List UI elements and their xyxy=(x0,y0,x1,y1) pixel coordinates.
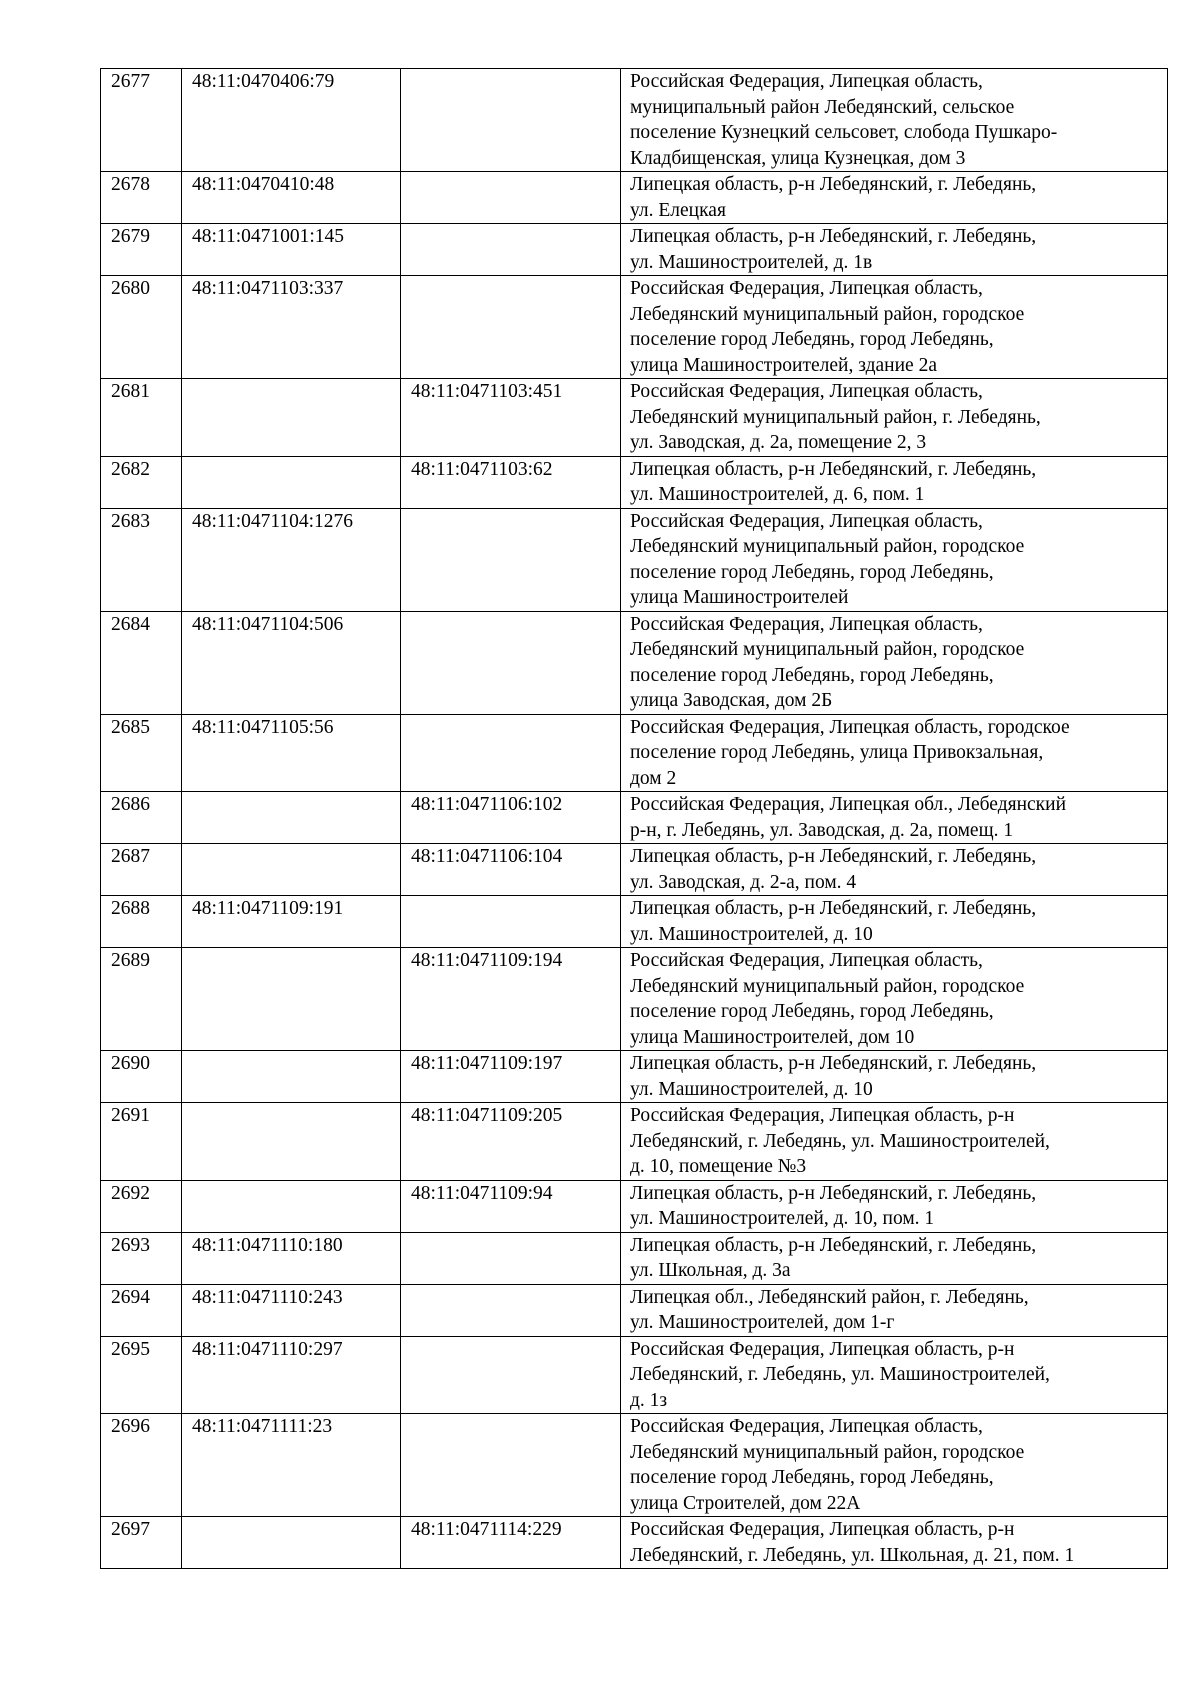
row-number-cell: 2677 xyxy=(101,69,182,172)
premises-cadastral-number-cell xyxy=(401,1284,621,1336)
address-line: ул. Заводская, д. 2а, помещение 2, 3 xyxy=(630,432,927,453)
cadastral-number-cell: 48:11:0471104:1276 xyxy=(182,508,401,611)
table-row xyxy=(101,714,1168,792)
address-cell xyxy=(621,714,1168,792)
address-line: Кладбищенская, улица Кузнецкая, дом 3 xyxy=(630,147,966,169)
table-row xyxy=(101,1051,1168,1103)
address-cell xyxy=(621,1051,1168,1103)
premises-cadastral-number-cell: 48:11:0471103:451 xyxy=(401,379,621,457)
cadastral-number-cell: 48:11:0471111:23 xyxy=(182,1414,401,1517)
address-line: поселение город Лебедянь, улица Привокзальная, xyxy=(630,742,1044,763)
cadastral-number-cell: 48:11:0471104:506 xyxy=(182,611,401,714)
address-line: Российская Федерация, Липецкая область, xyxy=(630,71,983,92)
table-row xyxy=(101,276,1168,379)
cadastral-number-cell xyxy=(182,1103,401,1181)
row-number-cell: 2685 xyxy=(101,714,182,792)
address-cell xyxy=(621,1336,1168,1414)
cadastral-number-cell: 48:11:0471110:180 xyxy=(182,1232,401,1284)
address-line: ул. Машиностроителей, д. 1в xyxy=(630,251,873,273)
address-line: Российская Федерация, Липецкая область, р-н xyxy=(630,1105,1015,1126)
cadastral-number-cell xyxy=(182,379,401,457)
premises-cadastral-number-cell xyxy=(401,69,621,172)
address-line: Липецкая область, р-н Лебедянский, г. Лебедянь, xyxy=(630,1234,1037,1256)
address-line: Липецкая область, р-н Лебедянский, г. Лебедянь, xyxy=(630,1182,1037,1204)
cadastral-number-cell xyxy=(182,1051,401,1103)
table-row xyxy=(101,69,1168,172)
row-number-cell: 2680 xyxy=(101,276,182,379)
address-line: улица Машиностроителей xyxy=(630,587,849,608)
row-number-cell: 2681 xyxy=(101,379,182,457)
address-cell xyxy=(621,69,1168,172)
address-line: д. 10, помещение №3 xyxy=(630,1156,807,1177)
address-cell xyxy=(621,896,1168,948)
row-number-cell: 2689 xyxy=(101,948,182,1051)
row-number-cell: 2697 xyxy=(101,1517,182,1569)
row-number-cell: 2684 xyxy=(101,611,182,714)
row-number-cell: 2682 xyxy=(101,456,182,508)
table-row xyxy=(101,456,1168,508)
address-line: Лебедянский, г. Лебедянь, ул. Машиностроителей, xyxy=(630,1364,1050,1385)
address-cell xyxy=(621,1414,1168,1517)
row-number-cell: 2678 xyxy=(101,172,182,224)
address-line: ул. Машиностроителей, д. 6, пом. 1 xyxy=(630,484,925,505)
address-line: поселение город Лебедянь, город Лебедянь, xyxy=(630,329,994,350)
premises-cadastral-number-cell xyxy=(401,1336,621,1414)
address-line: Липецкая область, р-н Лебедянский, г. Лебедянь, xyxy=(630,458,1037,480)
address-line: ул. Школьная, д. 3а xyxy=(630,1260,791,1281)
address-line: Липецкая область, р-н Лебедянский, г. Лебедянь, xyxy=(630,898,1037,919)
premises-cadastral-number-cell xyxy=(401,714,621,792)
address-line: Липецкая область, р-н Лебедянский, г. Лебедянь, xyxy=(630,1053,1037,1074)
address-line: муниципальный район Лебедянский, сельское xyxy=(630,96,1015,118)
address-cell xyxy=(621,1103,1168,1181)
cadastral-number-cell: 48:11:0471110:243 xyxy=(182,1284,401,1336)
address-line: ул. Заводская, д. 2-а, пом. 4 xyxy=(630,871,857,893)
address-cell xyxy=(621,276,1168,379)
table-row xyxy=(101,1414,1168,1517)
premises-cadastral-number-cell xyxy=(401,1414,621,1517)
row-number-cell: 2690 xyxy=(101,1051,182,1103)
address-line: Лебедянский муниципальный район, городское xyxy=(630,1441,1025,1463)
premises-cadastral-number-cell xyxy=(401,896,621,948)
row-number-cell: 2692 xyxy=(101,1180,182,1232)
premises-cadastral-number-cell: 48:11:0471103:62 xyxy=(401,456,621,508)
cadastral-number-cell xyxy=(182,456,401,508)
row-number-cell: 2683 xyxy=(101,508,182,611)
table-row xyxy=(101,379,1168,457)
address-cell xyxy=(621,948,1168,1051)
address-line: Лебедянский муниципальный район, городское xyxy=(630,975,1025,997)
premises-cadastral-number-cell: 48:11:0471114:229 xyxy=(401,1517,621,1569)
cadastral-number-cell: 48:11:0470406:79 xyxy=(182,69,401,172)
cadastral-number-cell: 48:11:0471105:56 xyxy=(182,714,401,792)
address-line: улица Заводская, дом 2Б xyxy=(630,690,833,711)
address-line: Российская Федерация, Липецкая область, городское xyxy=(630,716,1070,738)
premises-cadastral-number-cell xyxy=(401,508,621,611)
table-row xyxy=(101,1180,1168,1232)
premises-cadastral-number-cell xyxy=(401,224,621,276)
cadastral-number-cell xyxy=(182,792,401,844)
premises-cadastral-number-cell xyxy=(401,172,621,224)
table-row xyxy=(101,1284,1168,1336)
address-line: Лебедянский муниципальный район, г. Лебедянь, xyxy=(630,406,1041,428)
address-line: Лебедянский, г. Лебедянь, ул. Школьная, д. 21, пом. 1 xyxy=(630,1544,1075,1566)
address-line: ул. Машиностроителей, д. 10 xyxy=(630,923,873,945)
row-number-cell: 2679 xyxy=(101,224,182,276)
table-row xyxy=(101,172,1168,224)
address-line: Лебедянский, г. Лебедянь, ул. Машиностроителей, xyxy=(630,1130,1050,1152)
address-line: ул. Машиностроителей, д. 10 xyxy=(630,1078,873,1100)
row-number-cell: 2688 xyxy=(101,896,182,948)
property-register-table xyxy=(100,68,1168,1569)
premises-cadastral-number-cell xyxy=(401,1232,621,1284)
table-row xyxy=(101,948,1168,1051)
address-cell xyxy=(621,611,1168,714)
cadastral-number-cell: 48:11:0471109:191 xyxy=(182,896,401,948)
address-line: Липецкая область, р-н Лебедянский, г. Лебедянь, xyxy=(630,226,1037,247)
table-row xyxy=(101,1517,1168,1569)
cadastral-number-cell xyxy=(182,1517,401,1569)
address-line: улица Строителей, дом 22А xyxy=(630,1492,861,1514)
premises-cadastral-number-cell xyxy=(401,276,621,379)
address-cell xyxy=(621,172,1168,224)
address-line: дом 2 xyxy=(630,767,677,789)
address-cell xyxy=(621,1232,1168,1284)
premises-cadastral-number-cell: 48:11:0471109:205 xyxy=(401,1103,621,1181)
address-line: поселение город Лебедянь, город Лебедянь, xyxy=(630,1001,994,1022)
table-row xyxy=(101,1232,1168,1284)
row-number-cell: 2694 xyxy=(101,1284,182,1336)
address-line: Российская Федерация, Липецкая обл., Лебедянский xyxy=(630,794,1067,815)
address-line: Российская Федерация, Липецкая область, xyxy=(630,1416,983,1437)
address-line: Лебедянский муниципальный район, городское xyxy=(630,639,1025,660)
address-cell xyxy=(621,224,1168,276)
table-row xyxy=(101,224,1168,276)
premises-cadastral-number-cell: 48:11:0471109:197 xyxy=(401,1051,621,1103)
premises-cadastral-number-cell: 48:11:0471109:194 xyxy=(401,948,621,1051)
premises-cadastral-number-cell: 48:11:0471106:104 xyxy=(401,844,621,896)
address-line: поселение Кузнецкий сельсовет, слобода Пушкаро- xyxy=(630,122,1058,143)
address-line: Лебедянский муниципальный район, городское xyxy=(630,303,1025,325)
address-line: ул. Машиностроителей, д. 10, пом. 1 xyxy=(630,1208,935,1229)
premises-cadastral-number-cell: 48:11:0471109:94 xyxy=(401,1180,621,1232)
premises-cadastral-number-cell xyxy=(401,611,621,714)
address-line: улица Машиностроителей, здание 2а xyxy=(630,354,937,376)
cadastral-number-cell: 48:11:0471103:337 xyxy=(182,276,401,379)
address-cell xyxy=(621,1284,1168,1336)
table-row xyxy=(101,508,1168,611)
cadastral-number-cell: 48:11:0471001:145 xyxy=(182,224,401,276)
table-row xyxy=(101,611,1168,714)
table-row xyxy=(101,896,1168,948)
address-line: д. 1з xyxy=(630,1389,668,1411)
row-number-cell: 2695 xyxy=(101,1336,182,1414)
row-number-cell: 2691 xyxy=(101,1103,182,1181)
table-row xyxy=(101,792,1168,844)
cadastral-number-cell xyxy=(182,1180,401,1232)
register-body xyxy=(101,69,1168,1569)
address-line: улица Машиностроителей, дом 10 xyxy=(630,1026,915,1048)
address-line: Российская Федерация, Липецкая область, xyxy=(630,381,983,402)
address-line: Лебедянский муниципальный район, городское xyxy=(630,536,1025,557)
address-line: Липецкая область, р-н Лебедянский, г. Лебедянь, xyxy=(630,174,1037,195)
row-number-cell: 2687 xyxy=(101,844,182,896)
address-line: Российская Федерация, Липецкая область, xyxy=(630,613,983,635)
table-row xyxy=(101,1336,1168,1414)
address-line: Липецкая обл., Лебедянский район, г. Лебедянь, xyxy=(630,1286,1029,1308)
address-cell xyxy=(621,844,1168,896)
cadastral-number-cell: 48:11:0471110:297 xyxy=(182,1336,401,1414)
address-line: Российская Федерация, Липецкая область, р-н xyxy=(630,1338,1015,1360)
row-number-cell: 2696 xyxy=(101,1414,182,1517)
address-line: Российская Федерация, Липецкая область, xyxy=(630,950,983,971)
address-line: поселение город Лебедянь, город Лебедянь, xyxy=(630,1467,994,1488)
table-row xyxy=(101,844,1168,896)
address-cell xyxy=(621,1517,1168,1569)
address-cell xyxy=(621,379,1168,457)
address-line: Российская Федерация, Липецкая область, xyxy=(630,510,983,532)
cadastral-number-cell: 48:11:0470410:48 xyxy=(182,172,401,224)
row-number-cell: 2686 xyxy=(101,792,182,844)
cadastral-number-cell xyxy=(182,948,401,1051)
address-line: ул. Машиностроителей, дом 1-г xyxy=(630,1312,895,1333)
premises-cadastral-number-cell: 48:11:0471106:102 xyxy=(401,792,621,844)
address-line: Российская Федерация, Липецкая область, р-н xyxy=(630,1519,1015,1540)
address-cell xyxy=(621,1180,1168,1232)
address-cell xyxy=(621,456,1168,508)
cadastral-number-cell xyxy=(182,844,401,896)
address-line: ул. Елецкая xyxy=(630,199,726,221)
table-row xyxy=(101,1103,1168,1181)
address-cell xyxy=(621,792,1168,844)
address-line: поселение город Лебедянь, город Лебедянь, xyxy=(630,561,994,583)
address-line: Липецкая область, р-н Лебедянский, г. Лебедянь, xyxy=(630,846,1037,867)
address-line: р-н, г. Лебедянь, ул. Заводская, д. 2а, помещ. 1 xyxy=(630,819,1014,841)
address-cell xyxy=(621,508,1168,611)
address-line: поселение город Лебедянь, город Лебедянь, xyxy=(630,664,994,686)
row-number-cell: 2693 xyxy=(101,1232,182,1284)
address-line: Российская Федерация, Липецкая область, xyxy=(630,278,983,299)
